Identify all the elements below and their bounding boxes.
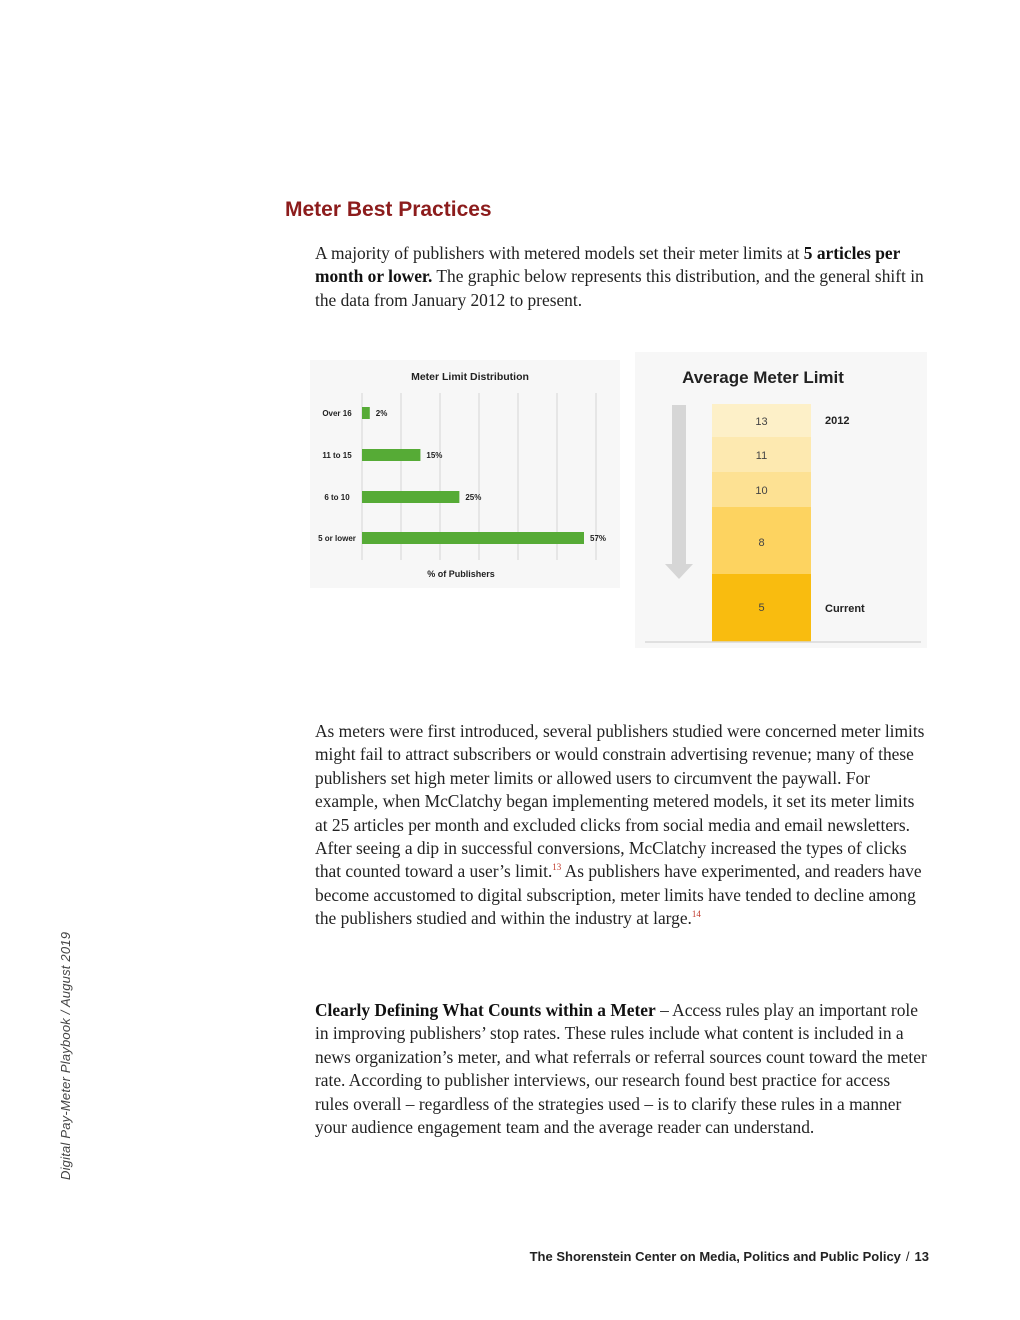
bar <box>362 532 584 544</box>
average-chart-svg <box>635 352 927 648</box>
intro-bold: 5 articles per month or lower. <box>315 243 901 287</box>
value-label: 2% <box>375 409 388 418</box>
page-number: 13 <box>914 1249 929 1264</box>
annotation-bottom: Current <box>825 603 865 615</box>
average-meter-limit-chart <box>635 352 927 648</box>
intro-text: A majority of publishers with metered models set their meter limits at <box>315 243 804 263</box>
footer-separator: / <box>905 1249 910 1264</box>
section-heading: Meter Best Practices <box>285 198 492 222</box>
intro-paragraph <box>315 242 927 312</box>
footnote-ref-13[interactable]: 13 <box>552 862 562 873</box>
x-axis-label: % of Publishers <box>427 569 495 579</box>
bar <box>362 491 459 503</box>
segment-label: 8 <box>758 537 765 549</box>
chart-bars <box>318 407 606 544</box>
chart-title: Meter Limit Distribution <box>411 371 529 383</box>
category-label: 6 to 10 <box>324 493 350 502</box>
category-label: 5 or lower <box>318 534 356 543</box>
body1-text: As meters were first introduced, several publishers studied were concerned meter limits might fail to attract subscribers or would constrain advertising revenue; many of these publishers set high meter limits or allowed users to circumvent the paywall. For example, when McClatchy began implementing metered models, it set its meter limits at 25 articles per month and excluded clicks from social media and email newsletters. After seeing a dip in successful conversions, McClatchy increased the types of clicks that counted toward a user’s limit. <box>315 721 925 882</box>
body-paragraph-access-rules <box>315 999 927 1139</box>
segment-label: 5 <box>758 602 765 614</box>
value-label: 57% <box>590 534 607 543</box>
page-footer <box>530 1249 929 1264</box>
down-arrow-icon <box>665 405 693 579</box>
bar <box>362 407 370 419</box>
footer-org: The Shorenstein Center on Media, Politics and Public Policy <box>529 1249 901 1264</box>
segment-label: 10 <box>755 485 768 497</box>
distribution-chart-svg <box>310 360 620 588</box>
value-label: 25% <box>465 493 482 502</box>
sidebar-publication-label: Digital Pay-Meter Playbook / August 2019 <box>58 931 73 1180</box>
intro-text-end: The graphic below represents this distribution, and the general shift in the data from January 2012 to present. <box>315 266 924 310</box>
segment-label: 11 <box>755 450 768 462</box>
meter-limit-distribution-chart <box>310 360 620 588</box>
footnote-ref-14[interactable]: 14 <box>691 909 701 920</box>
annotation-top: 2012 <box>825 415 850 427</box>
segment-label: 13 <box>755 416 768 428</box>
stacked-segments <box>712 404 811 642</box>
chart-title: Average Meter Limit <box>682 368 844 387</box>
body-paragraph-meter-history <box>315 720 927 931</box>
category-label: 11 to 15 <box>322 451 352 460</box>
bar <box>362 449 420 461</box>
subheading-inline: Clearly Defining What Counts within a Meter <box>315 1000 656 1020</box>
body2-text: – Access rules play an important role in improving publishers’ stop rates. These rules include what content is included in a news organization’s meter, and what referrals or referral sources count toward the meter rate. According to publisher interviews, our research found best practice for access rules overall – regardless of the strategies used – is to clarify these rules in a manner your audience engagement team and the average reader can understand. <box>315 1000 927 1138</box>
body1-text-cont: As publishers have experimented, and readers have become accustomed to digital subscription, meter limits have tended to decline among the publishers studied and within the industry at large. <box>315 861 922 929</box>
category-label: Over 16 <box>322 409 352 418</box>
value-label: 15% <box>426 451 443 460</box>
